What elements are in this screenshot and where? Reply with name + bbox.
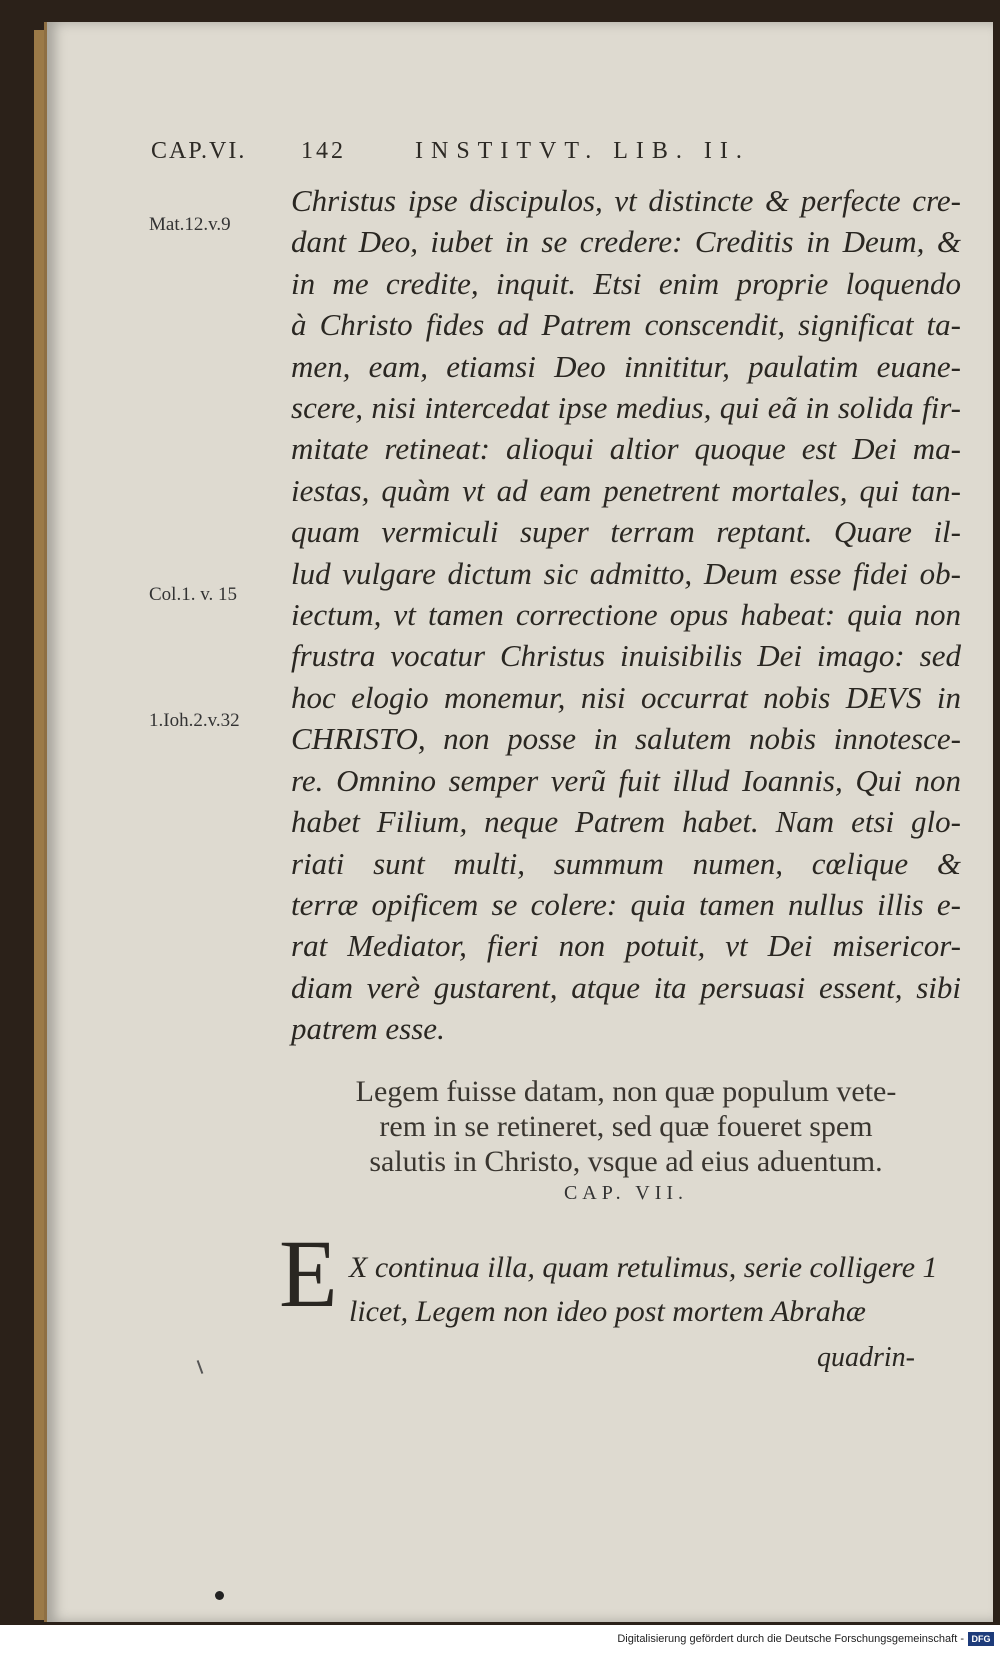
ink-spot (215, 1591, 224, 1600)
chapter-text (349, 1246, 949, 1334)
drop-initial: E (279, 1220, 338, 1327)
running-head-title: INSTITVT. LIB. II. (415, 138, 750, 164)
chapter-number: CAP. VII. (563, 1182, 689, 1204)
body-line: mitate retineat: alioqui altior quoque est Dei ma- (291, 431, 961, 467)
body-line: quam vermiculi super terram reptant. Quare il- (291, 514, 961, 550)
dfg-logo-icon: DFG (968, 1632, 994, 1646)
margin-note-mat: Mat.12.v.9 (149, 214, 231, 235)
body-line: hoc elogio monemur, nisi occurrat nobis DEVS in (291, 679, 961, 715)
running-head (47, 114, 993, 164)
body-line: iectum, vt tamen correctione opus habeat: quia non (291, 597, 961, 633)
body-line: scere, nisi intercedat ipse medius, qui eã in solida fir- (291, 390, 961, 426)
body-line: habet Filium, neque Patrem habet. Nam etsi glo- (291, 804, 961, 840)
body-line: patrem esse. (291, 1011, 445, 1047)
body-line: dant Deo, iubet in se credere: Creditis in Deum, & (291, 224, 961, 260)
book-page (44, 22, 993, 1622)
body-line: diam verè gustarent, atque ita persuasi essent, sibi (291, 969, 961, 1005)
chapter-title-line: salutis in Christo, vsque ad eius aduentum. (369, 1145, 883, 1178)
margin-note-col: Col.1. v. 15 (149, 584, 237, 605)
body-line: in me credite, inquit. Etsi enim proprie loquendo (291, 265, 961, 301)
body-line: lud vulgare dictum sic admitto, Deum esse fidei ob- (291, 555, 961, 591)
page-number: 142 (301, 138, 346, 164)
body-line: Christus ipse discipulos, vt distincte & perfecte cre- (291, 183, 961, 218)
footer-credit: Digitalisierung gefördert durch die Deutsche Forschungsgemeinschaft - (617, 1633, 964, 1645)
chapter-title-line: Legem fuisse datam, non quæ populum vete- (355, 1075, 897, 1108)
chapter-title (291, 1074, 961, 1179)
body-line: frustra vocatur Christus inuisibilis Dei imago: sed (291, 638, 961, 674)
body-text (291, 180, 961, 1050)
body-line: iestas, quàm vt ad eam penetrent mortales, qui tan- (291, 472, 961, 508)
body-line: CHRISTO, non posse in salutem nobis innotesce- (291, 721, 961, 757)
body-line: à Christo fides ad Patrem conscendit, significat ta- (291, 307, 961, 343)
body-line: re. Omnino semper verũ fuit illud Ioannis, Qui non (291, 762, 961, 798)
body-line: riati sunt multi, summum numen, cœlique & (291, 845, 961, 881)
running-head-chapter: CAP.VI. (151, 138, 247, 164)
chapter-line: X continua illa, quam retulimus, serie colligere 1 (349, 1251, 938, 1284)
body-line: men, eam, etiamsi Deo innititur, paulatim euane- (291, 348, 961, 384)
body-line: rat Mediator, fieri non potuit, vt Dei misericor- (291, 928, 961, 964)
ink-mark (197, 1360, 204, 1374)
chapter-line: licet, Legem non ideo post mortem Abrahæ (349, 1295, 866, 1328)
chapter-title-line: rem in se retineret, sed quæ foueret spem (379, 1110, 873, 1143)
catchword: quadrin- (817, 1342, 915, 1373)
footer-bar (0, 1625, 1000, 1655)
body-line: terræ opificem se colere: quia tamen nullus illis e- (291, 886, 961, 922)
margin-note-ioh: 1.Ioh.2.v.32 (149, 710, 240, 731)
